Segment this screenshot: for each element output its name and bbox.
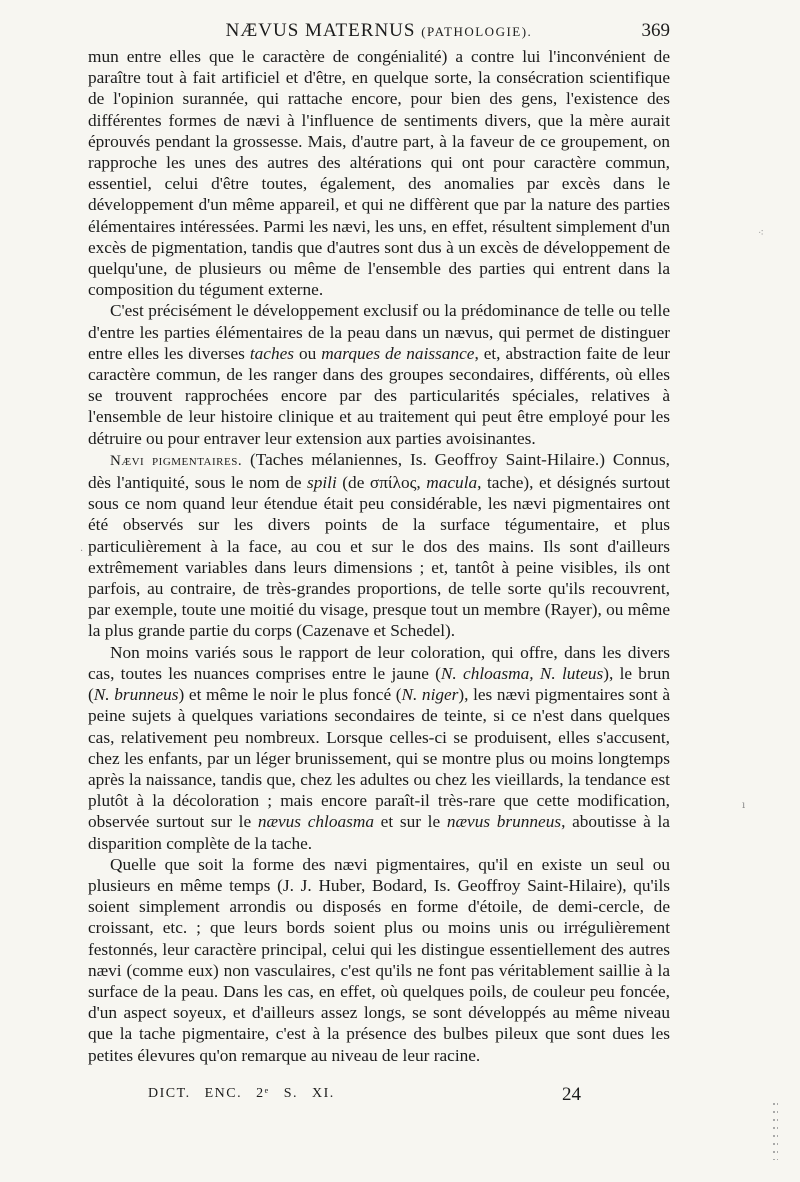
text-run: ) et même le noir le plus foncé ( [178,685,402,705]
text-run: ou [294,343,322,363]
text-run: Quelle que soit la forme des nævi pigmentaires, qu'il en existe un seul ou plusieurs en même temps (J. J. Huber, Bodard, Is. Geoffroy Saint-Hilaire), qu'ils soient simplement arrondis ou disposés en forme d'étoile, de demi-cercle, de croissant, etc. ; que leurs bords soient plus ou moins unis ou irrégulièrement festonnés, leur caractère principal, celui qui les distingue essentiellement des autres nævi (comme eux) non vasculaires, c'est qu'ils ne font pas véritablement saillie à la surface de la peau. Dans les cas, en effet, où quelques poils, de couleur peu foncée, d'un aspect soyeux, et d'ailleurs assez longs, se sont développés au même niveau que la tache pigmentaire, c'est à la présence des bulbes pileux que sont dues les petites élevures qu'on remarque au niveau de leur racine. [88,854,670,1065]
italic-term: spili [307,473,337,493]
text-run: (de σπίλος, [336,473,427,493]
signature-part: DICT. [148,1086,191,1101]
paragraph-4 [88,642,670,854]
italic-term: marques de naissance [321,343,475,363]
signature-part: ENC. [204,1086,243,1101]
text-run: et sur le [373,812,447,832]
text-run: ), le brun ( [88,663,670,705]
text-run: , aboutisse à la disparition complète de la tache. [88,812,670,853]
paragraph-1 [88,46,670,300]
italic-term: macula [426,473,478,493]
paragraph-2 [88,300,670,448]
edge-dots [772,1100,778,1160]
text-run: ), les nævi pigmentaires sont à peine sujets à quelques variations secondaires de teinte, si ce n'est dans quelques cas, relativement peu nombreux. Lorsque celles-ci se produisent, elles s'accusent, chez les enfants, par un léger brunissement, qui se montre plus ou moins longtemps après la naissance, tandis que, chez les adultes ou chez les vieillards, la tendance est plutôt à la décoloration ; mais encore paraît-il très-rare que cette modification, observée surtout sur le [88,685,670,832]
italic-term: N. brunneus [93,685,179,705]
text-run: , tache), et désignés surtout sous ce nom quand leur étendue était peu considérable, les nævi pigmentaires ont été observés sur les divers points de la surface tégumentaire, et plus particulièrement à la face, au cou et sur le dos des mains. Ils sont d'ailleurs extrêmement variables dans leurs dimensions ; et, tantôt à peine visibles, ils ont parfois, au contraire, de très-grandes proportions, de telle sorte qu'ils recouvrent, par exemple, toute une moitié du visage, presque tout un membre (Rayer), ou même la plus grande partie du corps (Cazenave et Schedel). [88,473,671,641]
margin-speck: · [80,546,84,557]
printer-signature [148,1086,349,1102]
text-run: C'est précisément le développement exclusif ou la prédominance de telle ou telle d'entre les parties élémentaires de la peau dans un nævus, qui permet de distinguer entre elles les diverses [88,301,670,363]
paragraph-3 [88,449,670,642]
text-run: mun entre elles que le caractère de congénialité) a contre lui l'inconvénient de paraître tout à fait artificiel et d'être, en quelque sorte, la consécration scientifique de l'opinion surannée, qui rattache encore, pour bien des gens, l'existence des différentes formes de nævi à l'influence de sentiments divers, que la mère aurait éprouvés pendant la grossesse. Mais, d'autre part, à la faveur de ce groupement, on rapproche les unes des autres des altérations qui ont pour caractère commun, essentiel, celui d'être toutes, également, des anomalies par excès dans le développement d'un même appareil, et qui ne diffèrent que par la nature des parties élémentaires intéressées. Parmi les nævi, les uns, en effet, résultent simplement d'un excès de pigmentation, tandis que d'autres sont dus à un excès de développement de quelqu'une, de plusieurs ou même de l'ensemble des parties qui entrent dans la composition du tégument externe. [88,47,670,300]
running-title-main: NÆVUS MATERNUS [225,20,416,41]
italic-term: nævus brunneus [446,812,562,832]
running-title [88,20,670,42]
body-text [88,46,670,1066]
italic-term: nævus chloasma [257,812,374,832]
margin-speck: ⁖ [758,228,764,239]
signature-part: S. [283,1086,299,1101]
sheet-number: 24 [562,1084,581,1105]
signature-part: XI. [312,1086,335,1101]
italic-term: taches [249,343,294,363]
page-header [88,20,670,46]
italic-term: N. niger [401,685,459,705]
text-run: Non moins variés sous le rapport de leur coloration, qui offre, dans les divers cas, toutes les nuances comprises entre le jaune ( [88,642,670,683]
signature-part: 2ᵉ [256,1086,270,1101]
paragraph-5 [88,854,670,1066]
text-run: (Taches mélaniennes, Is. Geoffroy Saint-Hilaire.) Connus, dès l'antiquité, sous le nom de [88,449,670,493]
text-run: , et, abstraction faite de leur caractère commun, de les ranger dans des groupes secondaires, différents, où elles se trouvent rapprochées encore par des particularités spéciales, relatives à l'ensemble de leur histoire clinique et au traitement qui peut être employé pour les détruire ou pour entraver leur extension aux parties avoisinantes. [88,343,670,448]
running-title-section: (PATHOLOGIE). [421,24,533,39]
italic-term: N. chloasma, N. luteus [440,663,604,683]
margin-speck: ı [742,800,746,811]
page-number: 369 [641,20,670,41]
section-heading: Nævi pigmentaires. [110,452,243,469]
page-footer [148,1086,608,1110]
